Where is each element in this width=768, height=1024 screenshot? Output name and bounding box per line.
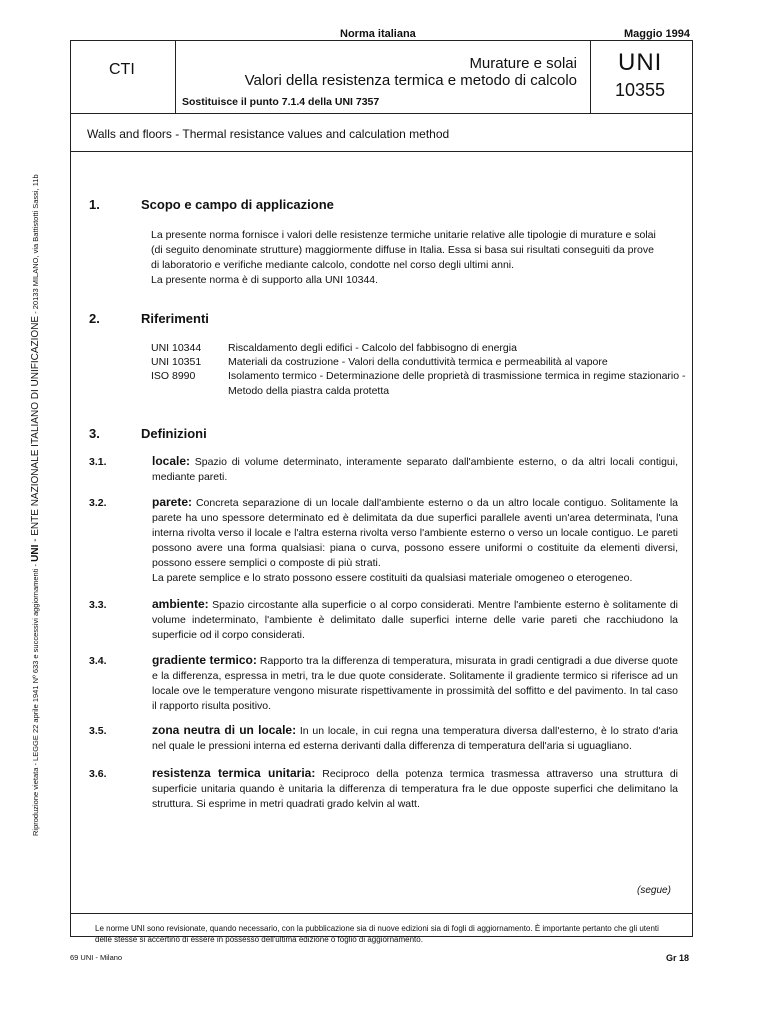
definition-text [152, 597, 678, 643]
definition-term: resistenza termica unitaria: [152, 766, 316, 780]
title-line-1: Murature e solai [469, 55, 577, 72]
page-origin: 69 UNI - Milano [70, 953, 123, 962]
definition-term: gradiente termico: [152, 653, 257, 667]
definition-text [152, 454, 678, 485]
definition-text [152, 766, 678, 812]
section-1-title: Scopo e campo di applicazione [141, 197, 334, 212]
margin-uni: UNI [30, 544, 41, 562]
margin-part1: Riproduzione vietata - LEGGE 22 aprile 1941 Nº 633 e successivi aggiornamenti - [31, 561, 40, 836]
price-group: Gr 18 [666, 953, 690, 963]
standard-number: 10355 [615, 80, 666, 100]
definition-number: 3.4. [89, 655, 107, 667]
org-cell [71, 41, 176, 113]
english-title: Walls and floors - Thermal resistance values and calculation method [87, 127, 450, 141]
definition-term: ambiente: [152, 597, 209, 611]
reference-code: UNI 10344 [151, 342, 202, 354]
reference-description: Riscaldamento degli edifici - Calcolo del fabbisogno di energia [228, 342, 517, 354]
section-3-number: 3. [89, 426, 100, 441]
definition-number: 3.2. [89, 497, 107, 509]
reference-description: Materiali da costruzione - Valori della conduttività termica e permeabilità al vapore [228, 356, 608, 368]
definition-term: locale: [152, 454, 191, 468]
section-2-number: 2. [89, 311, 100, 326]
definition-text [152, 723, 678, 754]
definition-number: 3.1. [89, 456, 107, 468]
definition-body: Rapporto tra la differenza di temperatura, misurata in gradi centigradi a due diverse quote e la differenza, espressa in metri, tra le due quote considerate. Solitamente il gradiente termico si riferisce ad un locale ove le temperature vengono misurate rispettivamente in prossimità del soffitto e del pavimento. In tal caso il rapporto risulta positivo. [152, 655, 678, 712]
margin-part2: - ENTE NAZIONALE ITALIANO DI UNIFICAZIONE [30, 315, 41, 545]
divider [71, 151, 692, 152]
standard-cell [590, 41, 693, 113]
title-line-2: Valori della resistenza termica e metodo di calcolo [244, 72, 577, 89]
title-cell [176, 41, 589, 113]
definition-number: 3.5. [89, 725, 107, 737]
definition-term: parete: [152, 495, 193, 509]
section-1-line-2: (di seguito denominate strutture) maggiormente diffuse in Italia. Essa si basa sui risultati conseguiti da prove [151, 244, 654, 256]
reference-code: ISO 8990 [151, 370, 196, 382]
definition-body: Spazio circostante alla superficie o al corpo considerati. Mentre l'ambiente esterno è solitamente di volume indeterminato, l'ambiente è delimitato dalle superfici interne delle varie pareti che racchiudono la superficie od il corpo considerati. [152, 599, 678, 641]
org-label: CTI [109, 61, 135, 78]
document-frame [70, 40, 693, 944]
header-table [71, 41, 692, 114]
definition-term: zona neutra di un locale: [152, 723, 297, 737]
substitutes-note: Sostituisce il punto 7.1.4 della UNI 7357 [182, 96, 380, 108]
section-1-number: 1. [89, 197, 100, 212]
publication-date: Maggio 1994 [624, 28, 691, 40]
norm-type-label: Norma italiana [340, 28, 416, 40]
footer-divider [71, 913, 692, 914]
definition-number: 3.3. [89, 599, 107, 611]
definition-body: Reciproco della potenza termica trasmessa attraverso una struttura di superficie unitaria quando è unitaria la differenza di temperatura fra le due opposte superfici che delimitano la struttura. Si esprime in metri quadrati grado kelvin al watt. [152, 768, 678, 810]
footer-note: Le norme UNI sono revisionate, quando necessario, con la pubblicazione sia di nuove edizioni sia di fogli di aggiornamento. È importante pertanto che gli utenti delle stesse si accertino di essere in possesso dell'ultima edizione o foglio di aggiornamento. [95, 924, 659, 944]
uni-logo: UNI [618, 49, 663, 76]
definition-body: Concreta separazione di un locale dall'ambiente esterno o da un altro locale contiguo. Solitamente la parete ha uno spessore determinato ed è delimitata da due superfici parallele aventi un'area determinata, l'una interna rivolta verso il locale e l'altra esterna rivolta verso l'ambiente esterno o verso un locale contiguo. Le pareti possono avere una forma qualsiasi: piana o curva, possono essere uniformi o costituite da elementi diversi, possono essere semplici o composte di più strati. [152, 497, 678, 569]
section-1-line-1: La presente norma fornisce i valori delle resistenze termiche unitarie relative alle tipologie di murature e solai [151, 229, 656, 241]
section-2-title: Riferimenti [141, 311, 209, 326]
definition-number: 3.6. [89, 768, 107, 780]
continued-note: (segue) [637, 885, 671, 896]
section-1-body [151, 228, 679, 288]
definition-text [152, 653, 678, 714]
section-1-line-4: La presente norma è di supporto alla UNI 10344. [151, 274, 379, 286]
reference-code: UNI 10351 [151, 356, 202, 368]
definition-text [152, 495, 678, 586]
section-3-title: Definizioni [141, 426, 207, 441]
section-1-line-3: di laboratorio e verifiche mediante calcolo, condotte nel corso degli ultimi anni. [151, 259, 515, 271]
margin-part3: - 20133 MILANO, via Battistotti Sassi, 11b [31, 174, 40, 316]
definition-extra: La parete semplice e lo strato possono essere costituiti da qualsiasi materiale omogeneo o eterogeneo. [152, 572, 633, 584]
definition-body: In un locale, in cui regna una temperatura diversa dall'esterno, è lo strato d'aria nel quale le pressioni interna ed esterna derivanti dalla differenza di temperatura dell'aria si uguagliano. [152, 725, 678, 752]
reference-description: Isolamento termico - Determinazione delle proprietà di trasmissione termica in regime stazionario - Metodo della piastra calda protetta [228, 370, 686, 397]
definition-body: Spazio di volume determinato, interamente separato dall'ambiente esterno, o da altri locali contigui, mediante pareti. [152, 456, 678, 483]
margin-copyright-text [30, 174, 41, 836]
